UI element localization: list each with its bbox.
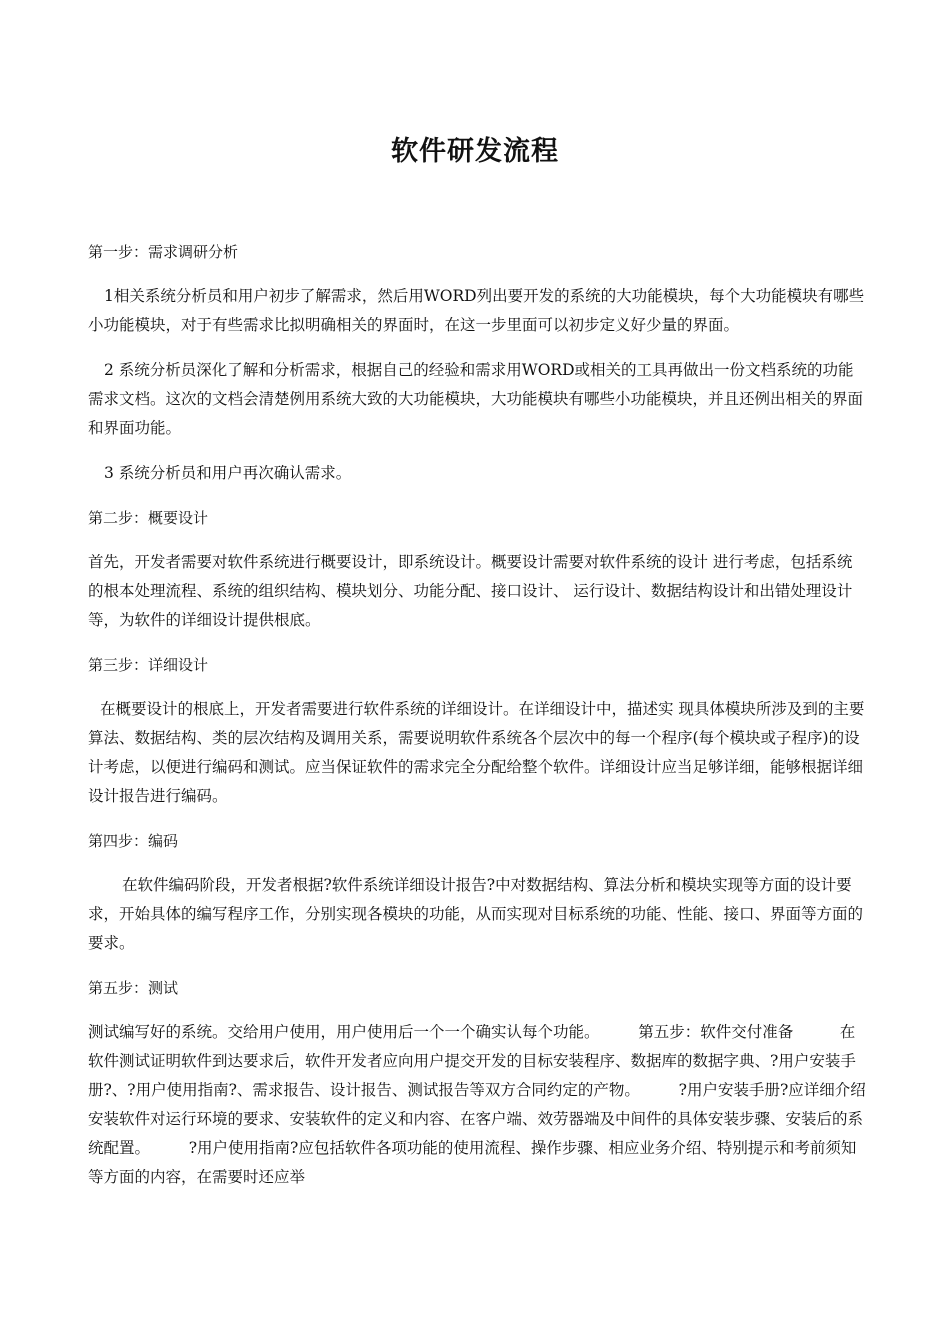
paragraph: 在概要设计的根底上，开发者需要进行软件系统的详细设计。在详细设计中，描述实 现具体模块所涉及到的主要算法、数据结构、类的层次结构及调用关系，需要说明软件系统各个层次中的每一个程序(每个模块或子程序)的设计考虑，以便进行编码和测试。应当保证软件的需求完全分配给整个软件。详细设计应当足够详细，能够根据详细设计报告进行编码。 <box>88 700 865 805</box>
step-heading: 第三步：详细设计 <box>88 656 209 674</box>
paragraph: 测试编写好的系统。交给用户使用，用户使用后一个一个确实认每个功能。 第五步：软件交付准备 在软件测试证明软件到达要求后，软件开发者应向用户提交开发的目标安装程序、数据库的数据字典、?用户安装手册?、?用户使用指南?、需求报告、设计报告、测试报告等双方合同约定的产物。 ?用户安装手册?应详细介绍安装软件对运行环境的要求、安装软件的定义和内容、在客户端、效劳器端及中间件的具体安装步骤、安装后的系统配置。 ?用户使用指南?应包括软件各项功能的使用流程、操作步骤、相应业务介绍、特别提示和考前须知等方面的内容，在需要时还应举 <box>88 1023 866 1186</box>
step-heading: 第五步：测试 <box>88 979 179 997</box>
paragraph: 3 系统分析员和用户再次确认需求。 <box>104 464 352 482</box>
step-heading: 第一步：需求调研分析 <box>88 243 239 261</box>
paragraph: 2 系统分析员深化了解和分析需求，根据自己的经验和需求用WORD或相关的工具再做出一份文档系统的功能需求文档。这次的文档会清楚例用系统大致的大功能模块，大功能模块有哪些小功能模块，并且还例出相关的界面和界面功能。 <box>88 361 864 437</box>
page-title: 软件研发流程 <box>391 136 559 167</box>
paragraph: 在软件编码阶段，开发者根据?软件系统详细设计报告?中对数据结构、算法分析和模块实现等方面的设计要求，开始具体的编写程序工作，分别实现各模块的功能，从而实现对目标系统的功能、性能、接口、界面等方面的要求。 <box>88 876 864 952</box>
paragraph: 首先，开发者需要对软件系统进行概要设计，即系统设计。概要设计需要对软件系统的设计 进行考虑，包括系统的根本处理流程、系统的组织结构、模块划分、功能分配、接口设计、 运行设计、数据结构设计和出错处理设计等，为软件的详细设计提供根底。 <box>88 553 853 629</box>
paragraph: 1相关系统分析员和用户初步了解需求，然后用WORD列出要开发的系统的大功能模块，每个大功能模块有哪些小功能模块，对于有些需求比拟明确相关的界面时，在这一步里面可以初步定义好少量的界面。 <box>88 287 865 334</box>
step-heading: 第二步：概要设计 <box>88 509 209 527</box>
document-body <box>88 238 866 1208</box>
step-heading: 第四步：编码 <box>88 832 179 850</box>
